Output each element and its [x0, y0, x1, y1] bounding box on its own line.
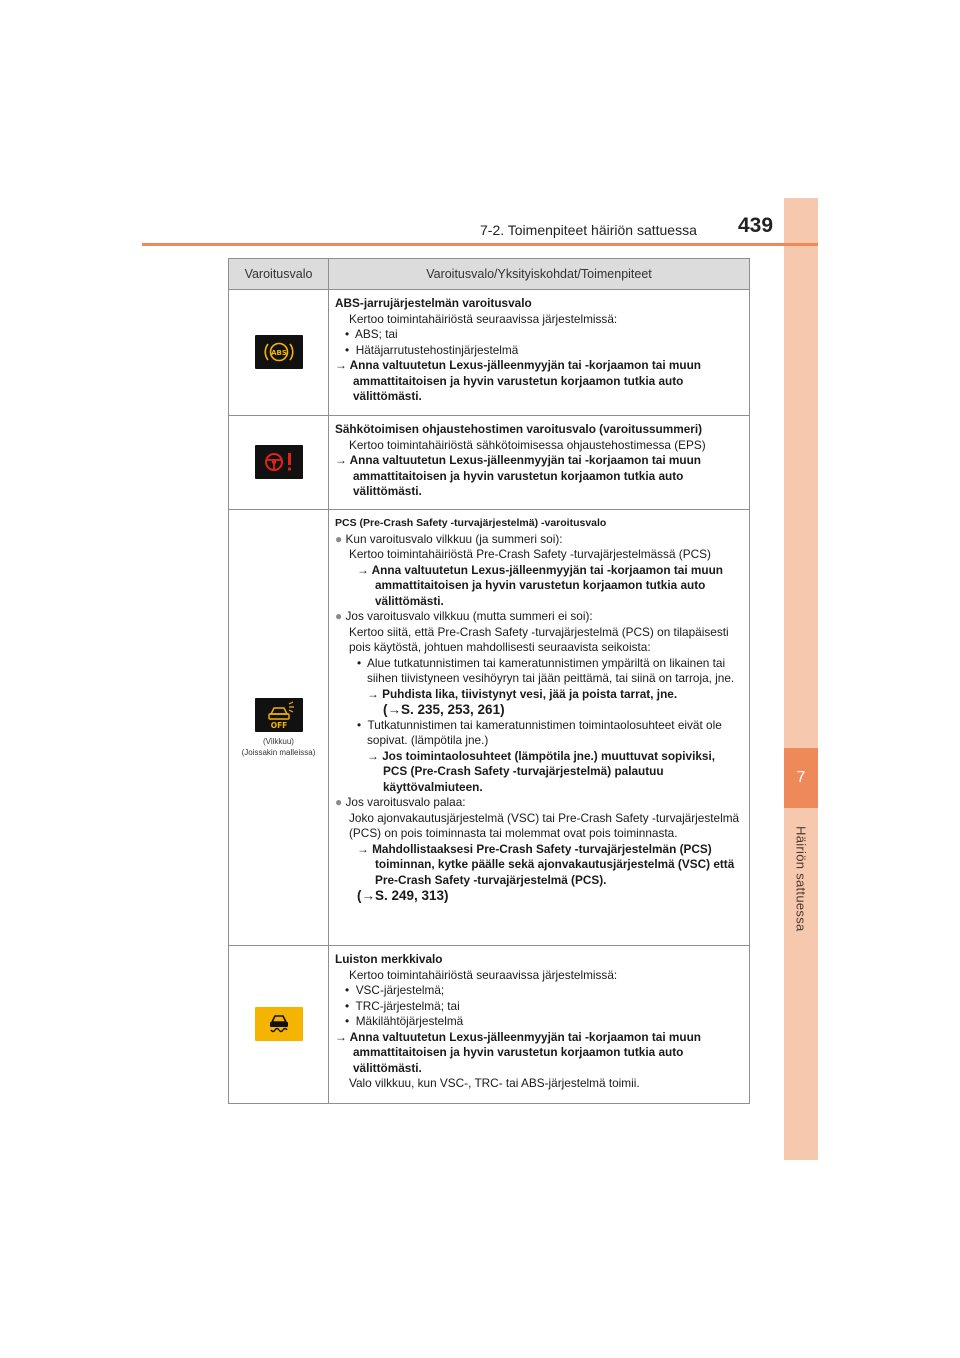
- bullet-dot-icon: ●: [335, 795, 343, 809]
- chapter-number: 7: [796, 769, 806, 786]
- header-rule: [142, 243, 818, 246]
- slip-intro: Kertoo toimintahäiriöstä seuraavissa järjestelmissä:: [349, 967, 618, 982]
- pcs-note-blink: (Vilkkuu): [263, 737, 294, 746]
- bullet-dot-icon: ●: [335, 531, 343, 546]
- pcs-case-2-bullet-2: • Tutkatunnistimen tai kameratunnistimen toimintaolosuhteet eivät ole sopivat. (lämpötila jne.): [357, 717, 722, 747]
- slip-indicator-icon: [255, 1007, 303, 1041]
- pcs-icon-cell: [229, 510, 329, 946]
- warning-light-table: [228, 258, 750, 1104]
- abs-icon-cell: [229, 290, 329, 416]
- chapter-label: Häiriön sattuessa: [793, 826, 809, 932]
- abs-text-cell: [329, 290, 750, 416]
- pcs-case-3-action: → Mahdollistaaksesi Pre-Crash Safety -turvajärjestelmän (PCS) toiminnan, kytke päälle sekä ajonvakautusjärjestelmä (VSC) että Pre-Crash Safety -turvajärjestelmä (PCS).: [357, 841, 735, 887]
- abs-title: ABS-jarrujärjestelmän varoitusvalo: [335, 296, 532, 310]
- slip-icon-cell: [229, 946, 329, 1104]
- pcs-case-3-text: Joko ajonvakautusjärjestelmä (VSC) tai Pre-Crash Safety -turvajärjestelmä (PCS) on pois toiminnasta tai molemmat ovat pois toiminnasta.: [349, 810, 740, 840]
- abs-bullet-1: • ABS; tai: [345, 327, 398, 341]
- eps-intro: Kertoo toimintahäiriöstä sähkötoimisessa ohjaustehostimessa (EPS): [349, 437, 706, 452]
- abs-action: → Anna valtuutetun Lexus-jälleenmyyjän tai -korjaamon tai muun ammattitaitoisen ja hyvin varustetun korjaamon tutkia auto välittömästi.: [335, 358, 701, 403]
- pcs-case-2-text: Kertoo siitä, että Pre-Crash Safety -turvajärjestelmä (PCS) on tilapäisesti pois käytöstä, johtuen mahdollisesti seuraavista seikoista:: [349, 624, 729, 654]
- pcs-case-3-head: ● Jos varoitusvalo palaa:: [335, 795, 466, 809]
- table-row: [229, 290, 750, 416]
- eps-icon-cell: [229, 416, 329, 510]
- pcs-title: PCS (Pre-Crash Safety -turvajärjestelmä) -varoitusvalo: [335, 517, 607, 529]
- table-row: [229, 416, 750, 510]
- table-row: [229, 946, 750, 1104]
- pcs-case-2-bullet-1: • Alue tutkatunnistimen tai kameratunnistimen ympäriltä on likainen tai siihen tiivistyneen vesihöyryn tai jään peittämä, tai siinä on tarroja, jne.: [357, 655, 735, 685]
- slip-bullet-3: • Mäkilähtöjärjestelmä: [345, 1014, 464, 1028]
- slip-text-cell: [329, 946, 750, 1104]
- section-title: 7-2. Toimenpiteet häiriön sattuessa: [480, 222, 697, 238]
- pcs-case-2-bullet-2-action: → Jos toimintaolosuhteet (lämpötila jne.) muuttuvat sopiviksi, PCS (Pre-Crash Safety -turvajärjestelmä) palautuu käyttövalmiuteen.: [367, 748, 716, 794]
- pcs-off-icon: [255, 698, 303, 732]
- steering-warning-icon: [255, 445, 303, 479]
- pcs-case-2-head: ● Jos varoitusvalo vilkkuu (mutta summeri ei soi):: [335, 609, 593, 623]
- svg-text:OFF: OFF: [270, 721, 287, 730]
- table-header-row: [229, 259, 750, 290]
- slip-title: Luiston merkkivalo: [335, 952, 443, 966]
- eps-title: Sähkötoimisen ohjaustehostimen varoitusvalo (varoitussummeri): [335, 422, 703, 436]
- pcs-case-2-bullet-1-action: → Puhdista lika, tiivistynyt vesi, jää ja poista tarrat, jne.: [367, 686, 678, 701]
- pcs-case-1-head: ● Kun varoitusvalo vilkkuu (ja summeri soi):: [335, 531, 563, 546]
- pcs-note-models: (Joissakin malleissa): [241, 748, 316, 757]
- bullet-dot-icon: ●: [335, 609, 343, 623]
- chapter-number-block: [784, 748, 818, 808]
- col-header-details: Varoitusvalo/Yksityiskohdat/Toimenpiteet: [329, 259, 750, 290]
- col-header-light: Varoitusvalo: [229, 259, 329, 290]
- svg-text:ABS: ABS: [270, 348, 287, 357]
- abs-warning-icon: [255, 335, 303, 369]
- eps-action: → Anna valtuutetun Lexus-jälleenmyyjän tai -korjaamon tai muun ammattitaitoisen ja hyvin varustetun korjaamon tutkia auto välittömästi.: [335, 453, 701, 498]
- eps-text-cell: [329, 416, 750, 510]
- pcs-case-1-text: Kertoo toimintahäiriöstä Pre-Crash Safety -turvajärjestelmässä (PCS): [349, 547, 711, 561]
- pcs-case-3-ref: (→S. 249, 313): [357, 888, 449, 903]
- pcs-case-1-action: → Anna valtuutetun Lexus-jälleenmyyjän tai -korjaamon tai muun ammattitaitoisen ja hyvin varustetun korjaamon tutkia auto välittömästi.: [357, 562, 723, 608]
- table-row: [229, 510, 750, 946]
- pcs-text-cell: [329, 510, 750, 946]
- abs-bullet-2: • Hätäjarrutustehostinjärjestelmä: [345, 342, 519, 357]
- chapter-label-wrap: [784, 818, 818, 1118]
- abs-intro: Kertoo toimintahäiriöstä seuraavissa järjestelmissä:: [349, 311, 618, 326]
- pcs-case-2-ref: (→S. 235, 253, 261): [383, 702, 505, 717]
- slip-note: Valo vilkkuu, kun VSC-, TRC- tai ABS-järjestelmä toimii.: [349, 1076, 640, 1090]
- slip-bullet-2: • TRC-järjestelmä; tai: [345, 998, 460, 1013]
- page-number: 439: [738, 214, 774, 237]
- slip-bullet-1: • VSC-järjestelmä;: [345, 983, 445, 997]
- slip-action: → Anna valtuutetun Lexus-jälleenmyyjän tai -korjaamon tai muun ammattitaitoisen ja hyvin varustetun korjaamon tutkia auto välittömästi.: [335, 1029, 701, 1075]
- chapter-side-tab: [784, 198, 818, 1160]
